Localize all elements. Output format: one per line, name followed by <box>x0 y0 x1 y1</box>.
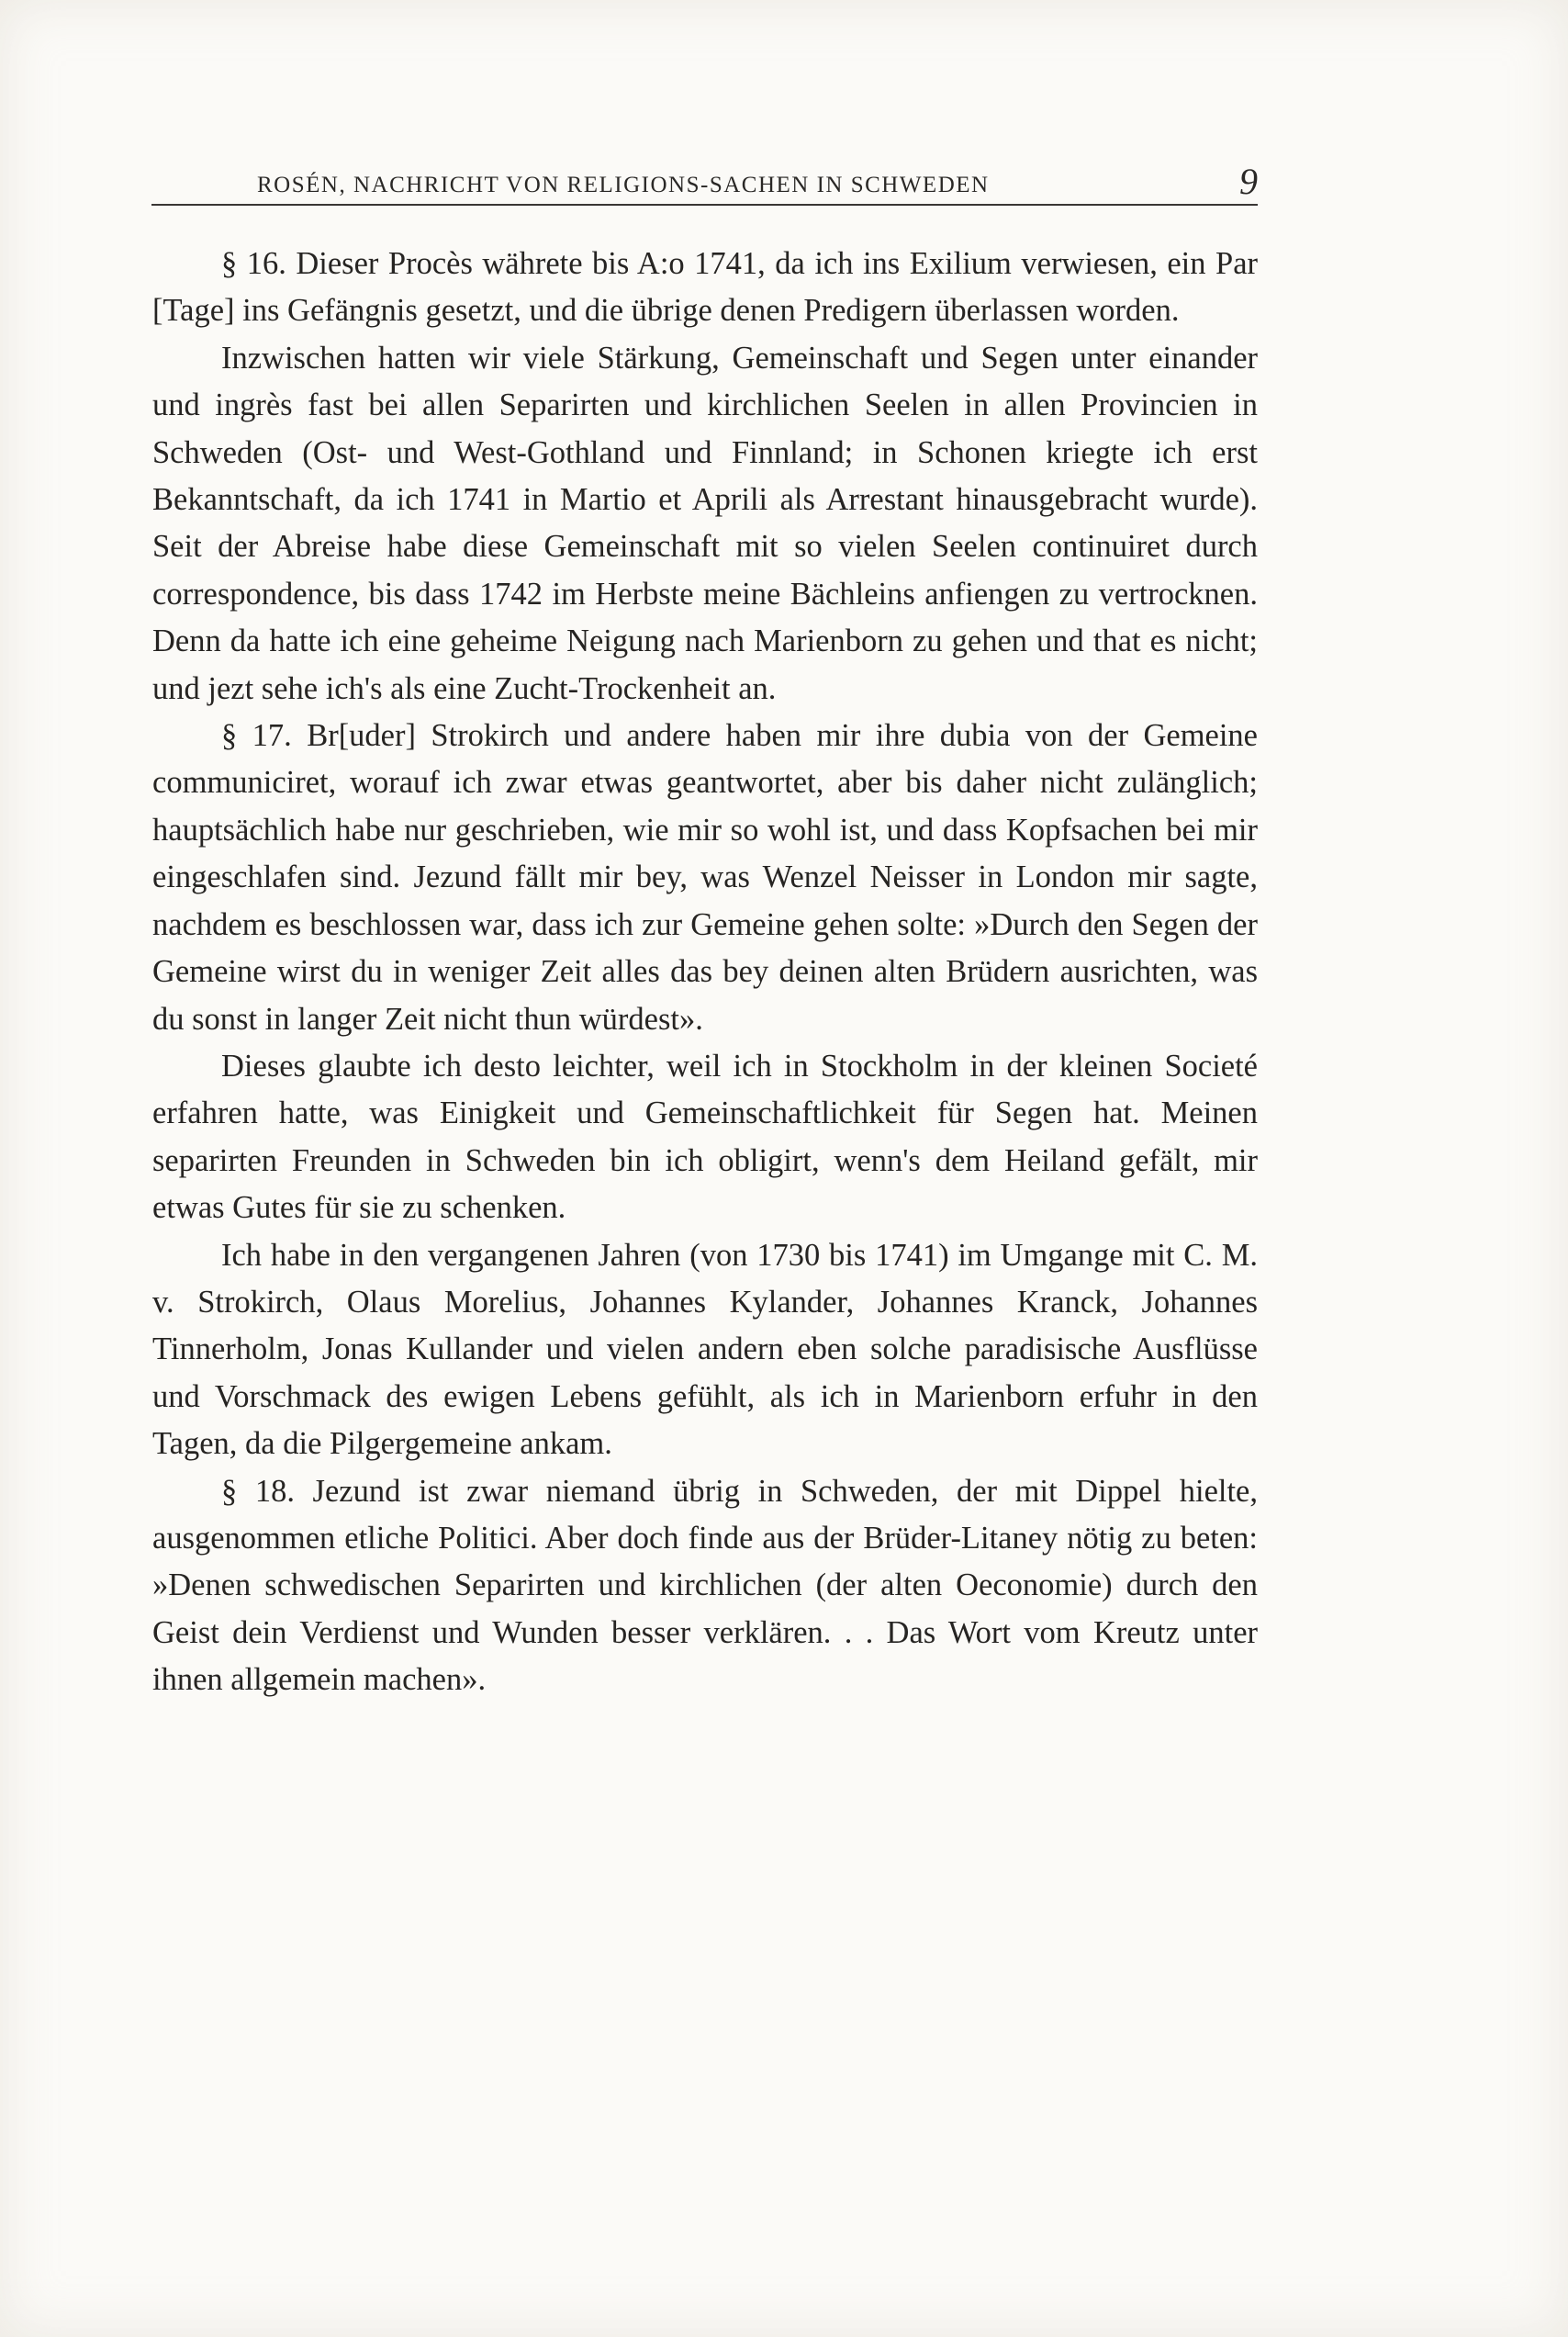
paragraph: Dieses glaubte ich desto leichter, weil ich in Stockholm in der kleinen Societé erfahren hatte, was Einigkeit und Gemeinschaftlichkeit für Segen hat. Meinen separirten Freunden in Schweden bin ich obligirt, wenn's dem Heiland gefält, mir etwas Gutes für sie zu schenken. <box>152 1048 1258 1226</box>
paragraph-section-17: § 17. Br[uder] Strokirch und andere haben mir ihre dubia von der Gemeine communiciret, worauf ich zwar etwas geantwortet, aber bis daher nicht zulänglich; hauptsächlich habe nur geschrieben, wie mir so wohl ist, und dass Kopfsachen bei mir eingeschlafen sind. Jezund fällt mir bey, was Wenzel Neisser in London mir sagte, nachdem es beschlossen war, dass ich zur Gemeine gehen solte: »Durch den Segen der Gemeine wirst du in weniger Zeit alles das bey deinen alten Brüdern ausrichten, was du sonst in langer Zeit nicht thun würdest». <box>152 718 1258 1037</box>
paragraph-section-18: § 18. Jezund ist zwar niemand übrig in Schweden, der mit Dippel hielte, ausgenommen etliche Politici. Aber doch finde aus der Brüder-Litaney nötig zu beten: »Denen schwedischen Separirten und kirchlichen (der alten Oeconomie) durch den Geist dein Verdienst und Wunden besser verklären. . . Das Wort vom Kreutz unter ihnen allgemein machen». <box>152 1473 1258 1698</box>
paragraph-section-16: § 16. Dieser Procès währete bis A:o 1741, da ich ins Exilium verwiesen, ein Par [Tage] ins Gefängnis gesetzt, und die übrige denen Predigern überlassen worden. <box>152 246 1258 329</box>
page-number: 9 <box>1239 161 1258 202</box>
paragraph: Ich habe in den vergangenen Jahren (von 1730 bis 1741) im Umgange mit C. M. v. Strokirch, Olaus Morelius, Johannes Kylander, Johannes Kranck, Johannes Tinnerholm, Jonas Kullander und vielen andern eben solche paradisische Ausflüsse und Vorschmack des ewigen Lebens gefühlt, als ich in Marienborn erfuhr in den Tagen, da die Pilgergemeine ankam. <box>152 1237 1258 1462</box>
header-rule <box>151 204 1258 206</box>
running-title: ROSÉN, NACHRICHT VON RELIGIONS-SACHEN IN SCHWEDEN <box>257 173 990 197</box>
body-text <box>152 241 1258 1704</box>
running-header <box>151 162 1258 206</box>
paragraph: Inzwischen hatten wir viele Stärkung, Gemeinschaft und Segen unter einander und ingrès fast bei allen Separirten und kirchlichen Seelen in allen Provincien in Schweden (Ost- und West-Gothland und Finnland; in Schonen kriegte ich erst Bekanntschaft, da ich 1741 in Martio et Aprili als Arrestant hinausgebracht wurde). Seit der Abreise habe diese Gemeinschaft mit so vielen Seelen continuiret durch correspondence, bis dass 1742 im Herbste meine Bächleins anfiengen zu vertrocknen. Denn da hatte ich eine geheime Neigung nach Marienborn zu gehen und that es nicht; und jezt sehe ich's als eine Zucht-Trockenheit an. <box>152 340 1258 706</box>
